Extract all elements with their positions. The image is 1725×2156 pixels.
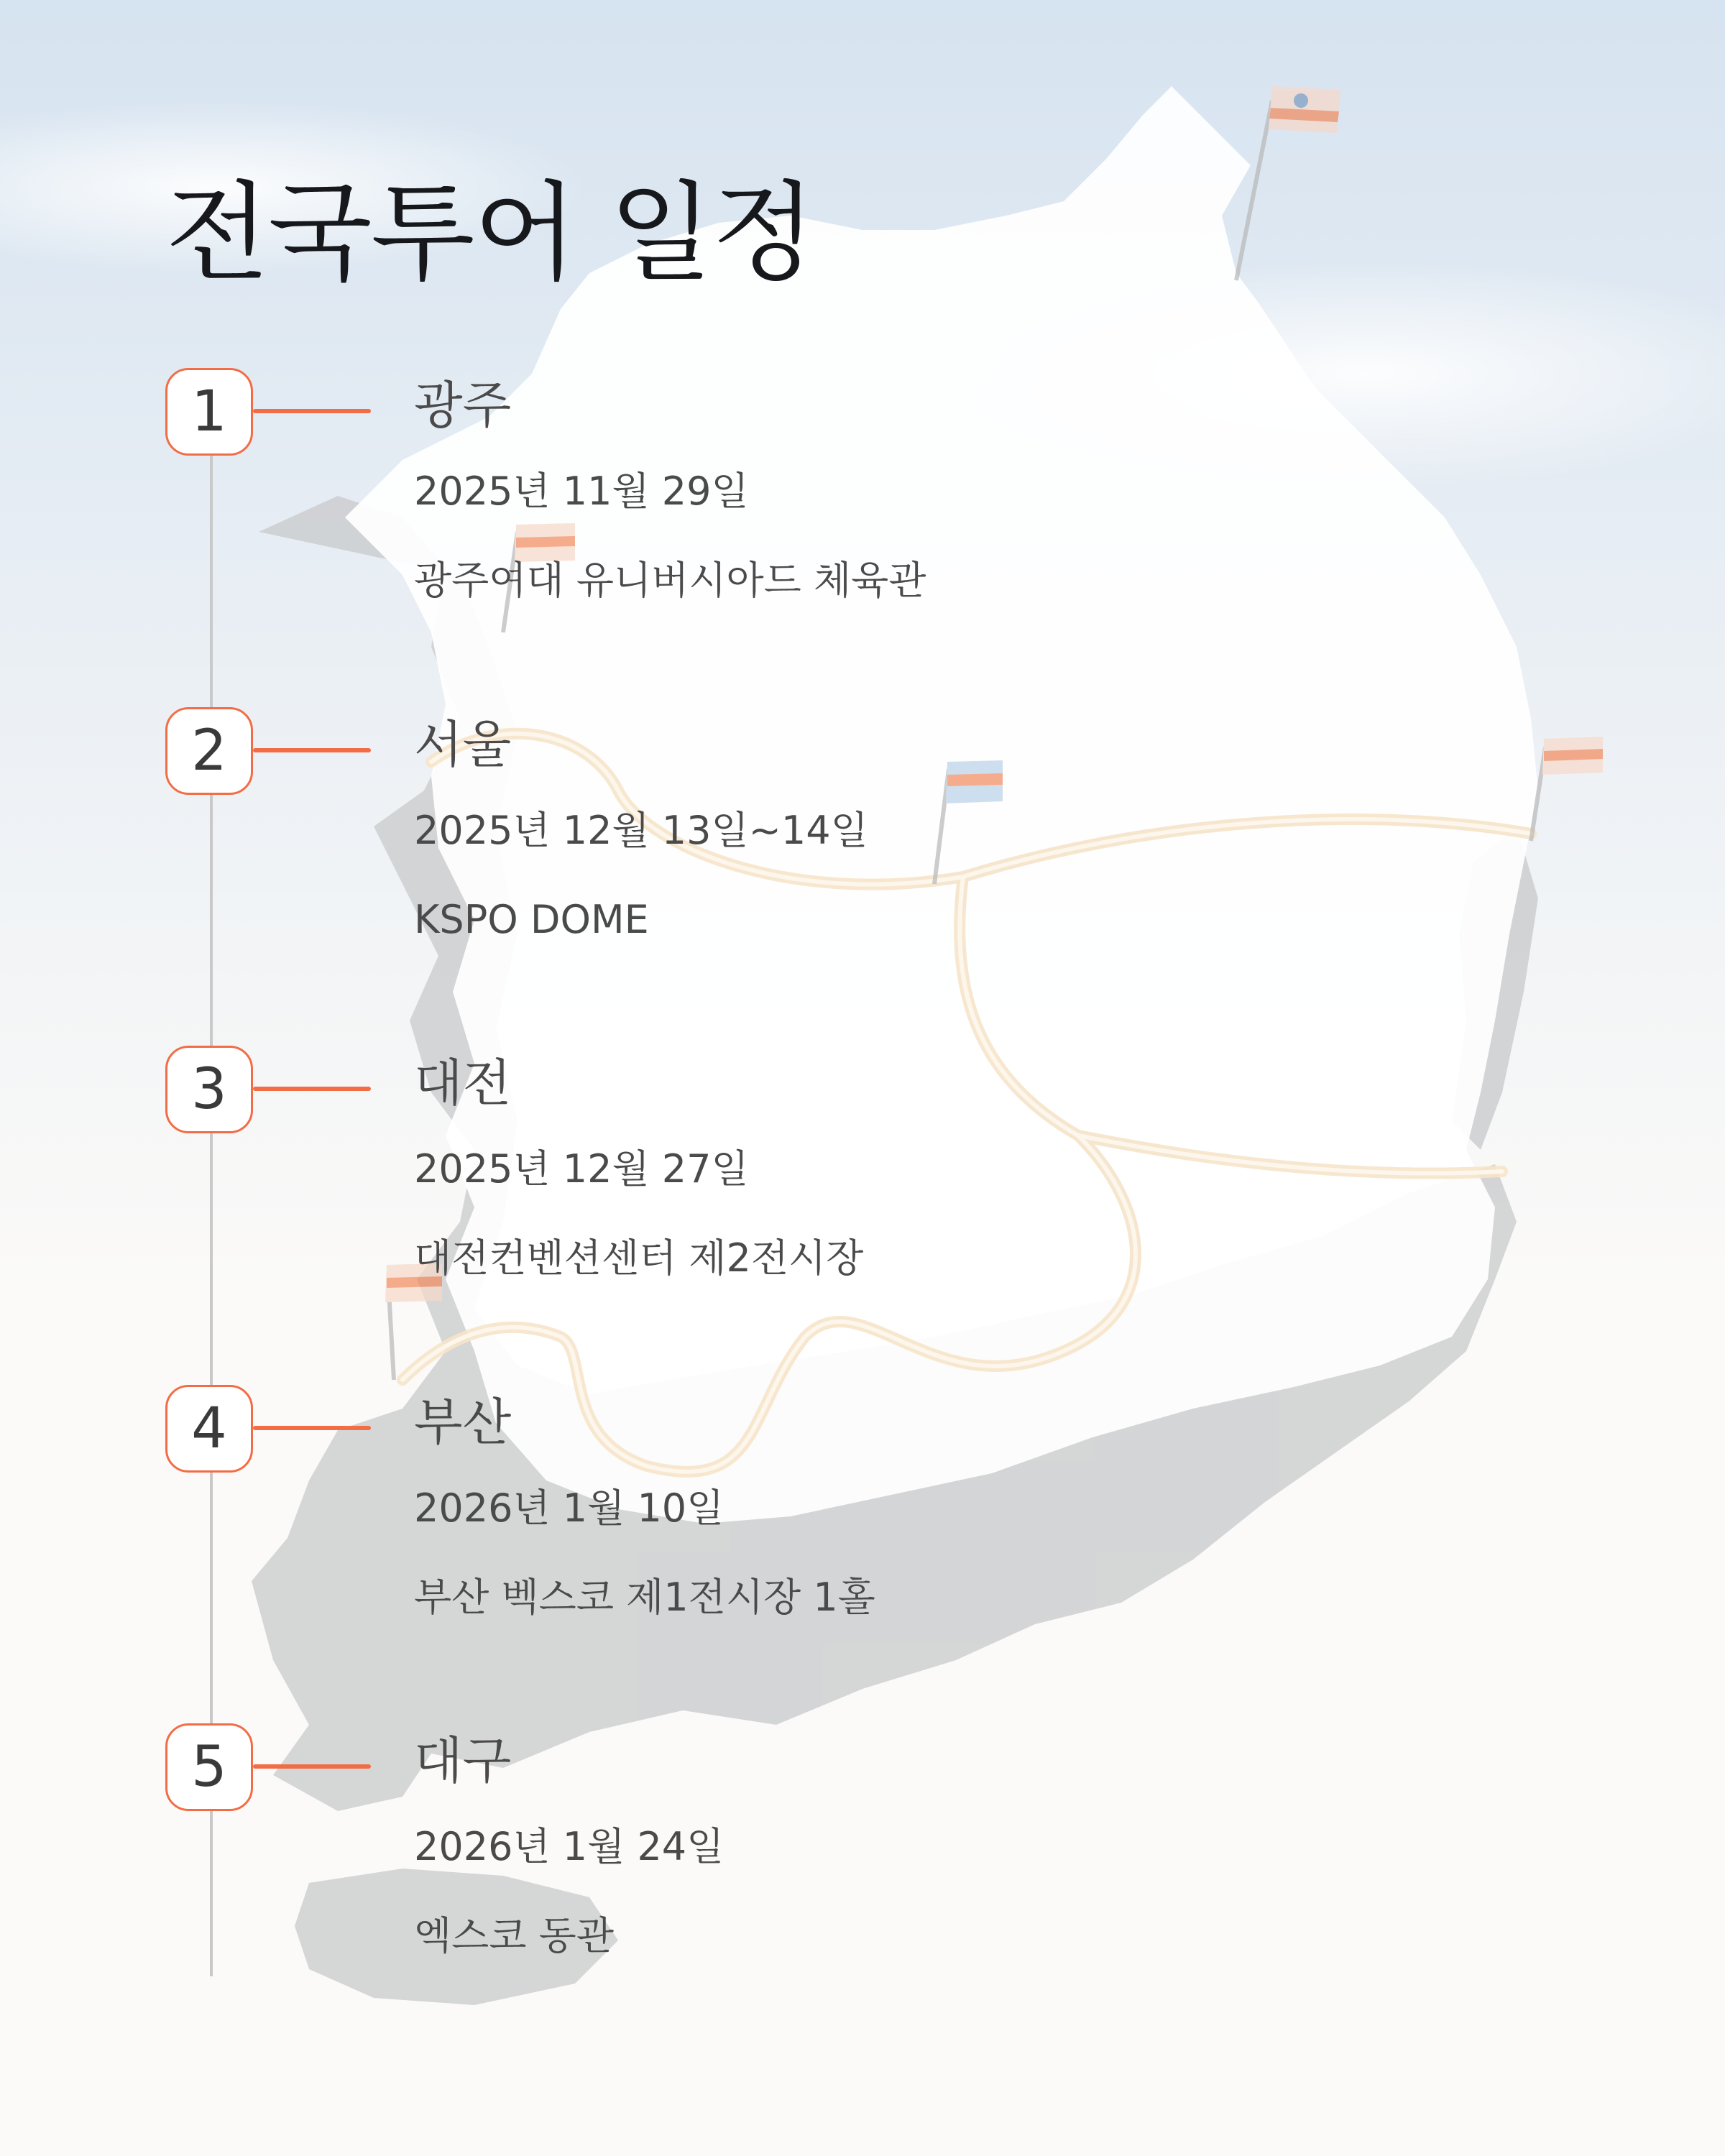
stop-city: 대전 [414,1054,512,1112]
stop-city: 광주 [414,376,512,435]
stop-date: 2025년 11월 29일 [414,469,749,514]
stop-venue: 대전컨벤션센터 제2전시장 [414,1235,864,1281]
stop-venue: 엑스코 동관 [414,1913,614,1958]
stop-venue: KSPO DOME [414,897,649,942]
stop-number-badge: 1 [165,368,253,456]
timeline-connector [253,409,371,413]
stop-venue: 부산 벡스코 제1전시장 1홀 [414,1575,875,1620]
timeline-connector [253,1087,371,1091]
tour-stop-1 [0,368,1725,641]
stop-date: 2025년 12월 27일 [414,1146,749,1192]
stop-number-badge: 2 [165,707,253,795]
stop-date: 2025년 12월 13일~14일 [414,808,868,853]
timeline-connector [253,1764,371,1769]
stop-date: 2026년 1월 24일 [414,1824,724,1869]
page-title: 전국투어 일정 [165,171,815,296]
stop-city: 대구 [414,1731,512,1790]
timeline-connector [253,748,371,752]
stop-city: 부산 [414,1393,512,1452]
tour-stop-2 [0,707,1725,980]
stop-number-badge: 4 [165,1385,253,1473]
timeline-connector [253,1426,371,1430]
stop-date: 2026년 1월 10일 [414,1485,724,1531]
stop-venue: 광주여대 유니버시아드 체육관 [414,558,926,603]
stop-number-badge: 3 [165,1046,253,1133]
stop-city: 서울 [414,715,512,774]
stop-number-badge: 5 [165,1723,253,1811]
tour-stop-5 [0,1723,1725,1996]
tour-stop-3 [0,1046,1725,1319]
tour-stop-4 [0,1385,1725,1658]
